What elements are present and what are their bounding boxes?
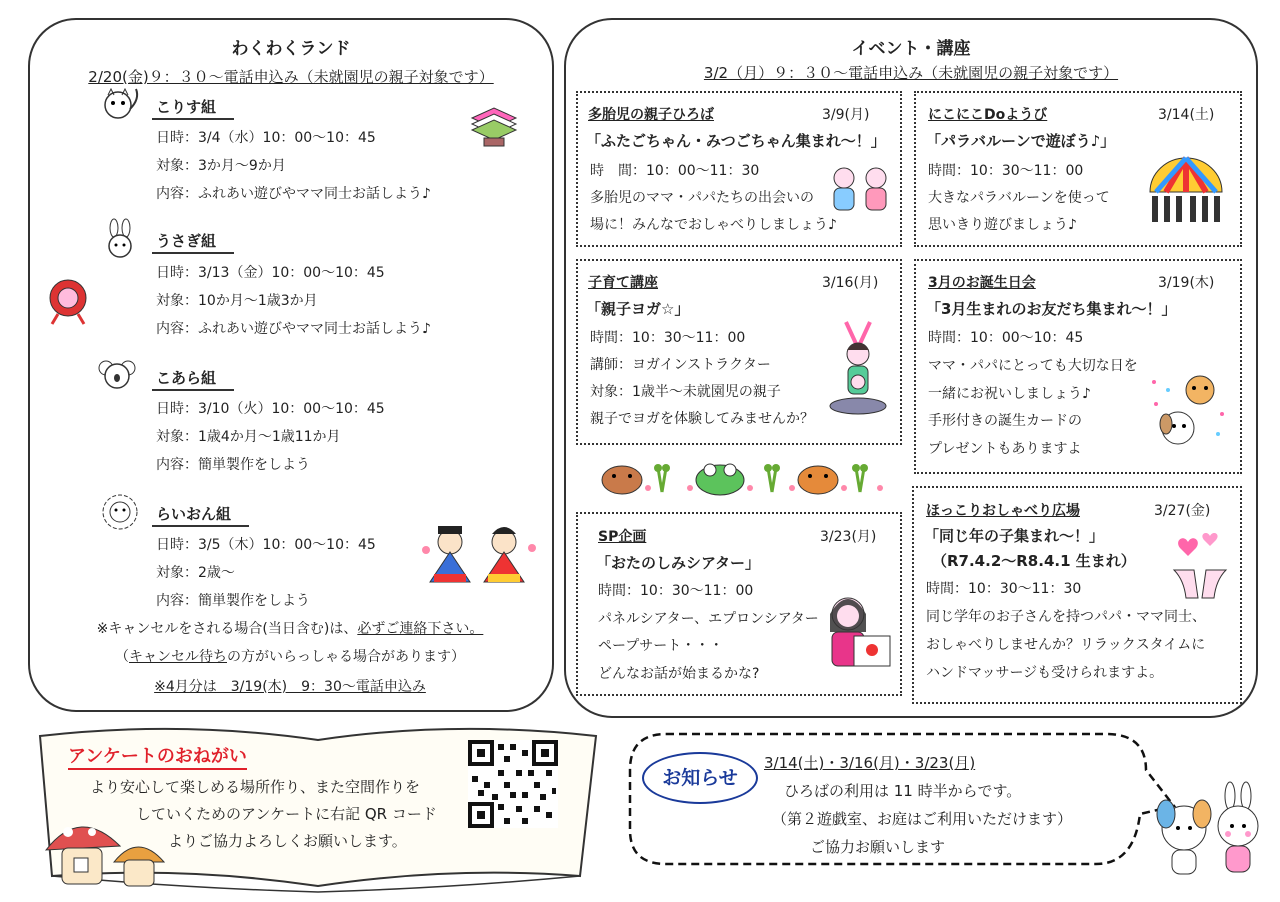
event-date: 3/27(金) [1154,503,1211,519]
hishimochi-icon [468,98,518,148]
koala-icon [98,356,138,394]
event-line: 時間：10：30～11：00 [928,163,1084,179]
group-date: 日時：3/10（火）10：00～10：45 [156,401,385,417]
event-line: プレゼントもありますよ [928,441,1082,457]
event-line: 対象：1歳半～未就園児の親子 [590,384,781,400]
dog-and-rabbit-icon [1150,784,1270,884]
event-quote: 「3月生まれのお友だち集まれ～！」 [926,300,1177,318]
group-date: 日時：3/4（水）10：00～10：45 [156,130,376,146]
notice-dates: 3/14(土)・3/16(月)・3/23(月) [764,754,976,772]
event-quote: 「パラバルーンで遊ぼう♪」 [926,132,1116,150]
panel-title: わくわくランド [231,39,351,59]
event-title: SP企画 [598,529,647,545]
group-target: 対象：1歳4か月～1歳11か月 [156,429,341,445]
mushroom-house-icon [40,810,170,900]
hina-dolls-icon [420,522,540,586]
event-line: 講師：ヨガインストラクター [590,357,771,373]
event-title: 多胎児の親子ひろば [588,107,714,123]
survey-line: していくためのアンケートに右記 QR コード [136,805,437,823]
event-line: 親子でヨガを体験してみませんか？ [590,411,814,427]
group-content: 内容：簡単製作をしよう [156,457,310,473]
event-line: ママ・パパにとっても大切な日を [928,358,1138,374]
april-note: ※4月分は 3/19(木) 9：30～電話申込み [154,679,426,695]
group-target: 対象：10か月～1歳3か月 [156,293,318,309]
group-title-korisu: こりす組 [152,96,234,120]
event-line: 手形付きの誕生カードの [928,413,1082,429]
event-line: ペープサート・・・ [598,638,724,654]
event-date: 3/19(木) [1158,275,1215,291]
event-line: 大きなパラバルーンを使って [928,190,1110,206]
event-line: どんなお話が始まるかな? [598,666,760,682]
survey-line: よりご協力よろしくお願いします。 [168,832,407,850]
panel-subtitle: 2/20(金)９：３０～電話申込み（未就園児の親子対象です） [88,68,494,86]
event-date: 3/23(月) [820,529,877,545]
notice-line: （第２遊戯室、お庭はご利用いただけます） [772,810,1073,828]
event-line: おしゃべりしませんか？リラックスタイムに [926,637,1206,653]
event-line: 時 間：10：00～11：30 [590,163,760,179]
event-line: 時間：10：30～11：00 [598,583,754,599]
survey-line: より安心して楽しめる場所作り、また空間作りを [90,778,421,796]
event-line: 時間：10：30～11：30 [926,581,1082,597]
charm-icon [44,276,94,326]
notice-line: ひろばの利用は 11 時半からです。 [784,782,1022,800]
event-line: ハンドマッサージも受けられますよ。 [926,665,1164,681]
qr-code[interactable] [468,740,558,828]
event-quote: 「親子ヨガ☆」 [586,300,690,318]
panel-title: イベント・講座 [851,39,971,59]
squirrel-icon [100,87,140,123]
group-content: 内容：ふれあい遊びやママ同士お話しよう♪ [156,321,431,337]
twin-babies-icon [828,164,894,220]
group-date: 日時：3/13（金）10：00～10：45 [156,265,385,281]
event-quote: 「おたのしみシアター」 [596,554,760,572]
hands-hearts-icon [1168,530,1232,600]
event-title: ほっこりおしゃべり広場 [926,503,1080,519]
panel-subtitle: 3/2（月）９：３０～電話申込み（未就園児の親子対象です） [703,64,1119,82]
event-line: 場に！みんなでおしゃべりしましょう♪ [590,217,837,233]
group-title-raion: らいおん組 [152,503,249,527]
party-animals-icon [1148,374,1228,452]
event-date: 3/14(土) [1158,107,1215,123]
event-title: 3月のお誕生日会 [928,275,1036,291]
group-date: 日時：3/5（木）10：00～10：45 [156,537,376,553]
cancel-wait-note: （キャンセル待ちの方がいらっしゃる場合があります） [115,649,465,665]
notice-line: ご協力お願いします [810,838,946,856]
event-line: 時間：10：00～10：45 [928,330,1084,346]
group-target: 対象：2歳～ [156,565,235,581]
notice-badge: お知らせ [642,752,758,804]
event-quote-sub: （R7.4.2～R8.4.1 生まれ） [932,552,1136,570]
event-date: 3/9(月) [822,107,870,123]
event-quote: 「同じ年の子集まれ～！」 [924,527,1105,545]
yoga-mom-icon [826,318,890,418]
lion-icon [98,492,142,532]
event-quote: 「ふたごちゃん・みつごちゃん集まれ～！」 [586,132,886,150]
group-target: 対象：3か月～9か月 [156,158,286,174]
event-line: パネルシアター、エプロンシアター [598,611,819,627]
event-line: 時間：10：30～11：00 [590,330,746,346]
event-title: 子育て講座 [588,275,658,291]
event-date: 3/16(月) [822,275,879,291]
animal-faces-decoration [600,458,890,498]
event-line: 一緒にお祝いしましょう♪ [928,386,1091,402]
event-line: 同じ学年のお子さんを持つパパ・ママ同士、 [926,609,1206,625]
group-title-usagi: うさぎ組 [152,230,234,254]
group-content: 内容：簡単製作をしよう [156,593,310,609]
event-title: にこにこDoようび [928,107,1048,123]
rabbit-icon [102,220,138,260]
parachute-icon [1146,152,1226,228]
group-title-koara: こあら組 [152,367,234,391]
survey-title: アンケートのおねがい [68,742,247,770]
event-line: 思いきり遊びましょう♪ [928,217,1077,233]
event-line: 多胎児のママ・パパたちの出会いの [590,190,814,206]
cancel-note: ※キャンセルをされる場合(当日含む)は、必ずご連絡下さい。 [96,621,484,637]
teacher-with-board-icon [814,592,894,676]
group-content: 内容：ふれあい遊びやママ同士お話しよう♪ [156,186,431,202]
